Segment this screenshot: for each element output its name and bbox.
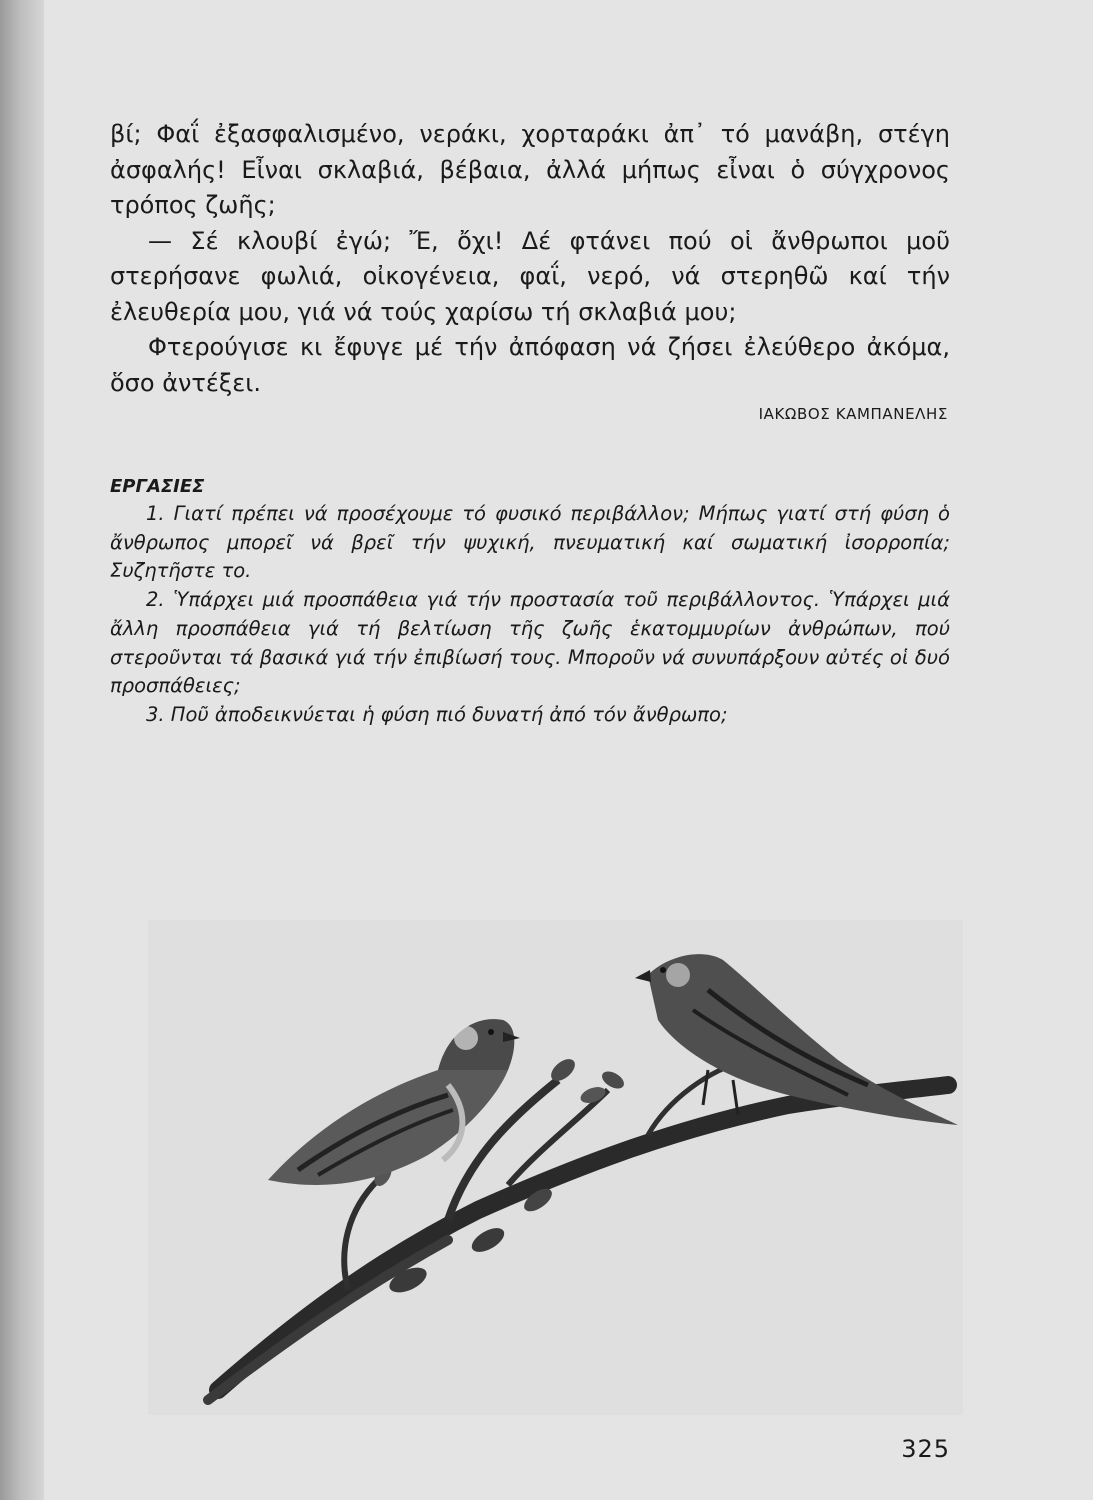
birds-on-branch-illustration bbox=[148, 920, 963, 1415]
tasks-heading: ΕΡΓΑΣΙΕΣ bbox=[110, 476, 205, 497]
tasks-list bbox=[110, 500, 950, 730]
book-gutter-shadow bbox=[0, 0, 44, 1500]
page-number: 325 bbox=[901, 1435, 950, 1463]
task-item-1: 1. Γιατί πρέπει νά προσέχουμε τό φυσικό περιβάλλον; Μήπως γιατί στή φύση ὁ ἄνθρωπος μπορεῖ νά βρεῖ τήν ψυχική, πνευματική καί σωματική ἰσορροπία; Συζητῆστε το. bbox=[110, 502, 950, 583]
task-item-3: 3. Ποῦ ἀποδεικνύεται ἡ φύση πιό δυνατή ἀπό τόν ἄνθρωπο; bbox=[146, 702, 728, 726]
paragraph-3: Φτερούγισε κι ἔφυγε μέ τήν ἀπόφαση νά ζήσει ἐλεύθερο ἀκόμα, ὅσο ἀντέξει. bbox=[110, 333, 950, 397]
author-signature: ΙΑΚΩΒΟΣ ΚΑΜΠΑΝΕΛΗΣ bbox=[758, 405, 948, 423]
paragraph-2: — Σέ κλουβί ἐγώ; Ἔ, ὄχι! Δέ φτάνει πού οἱ ἄνθρωποι μοῦ στερήσανε φωλιά, οἰκογένεια, φαΐ, νερό, νά στερηθῶ καί τήν ἐλευθερία μου, γιά νά τούς χαρίσω τή σκλαβιά μου; bbox=[110, 226, 950, 326]
paragraph-1: βί; Φαΐ ἐξασφαλισμένο, νεράκι, χορταράκι ἀπ᾽ τό μανάβη, στέγη ἀσφαλής! Εἶναι σκλαβιά, βέβαια, ἀλλά μήπως εἶναι ὁ σύγχρονος τρόπος ζωῆς; bbox=[110, 120, 950, 219]
main-text bbox=[110, 117, 950, 401]
task-item-2: 2. Ὑπάρχει μιά προσπάθεια γιά τήν προστασία τοῦ περιβάλλοντος. Ὑπάρχει μιά ἄλλη προσπάθεια γιά τή βελτίωση τῆς ζωῆς ἑκατομμυρίων ἀνθρώπων, πού στεροῦνται τά βασικά γιά τήν ἐπιβίωσή τους. Μποροῦν νά συνυπάρξουν αὐτές οἱ δυό προσπάθειες; bbox=[110, 588, 950, 698]
